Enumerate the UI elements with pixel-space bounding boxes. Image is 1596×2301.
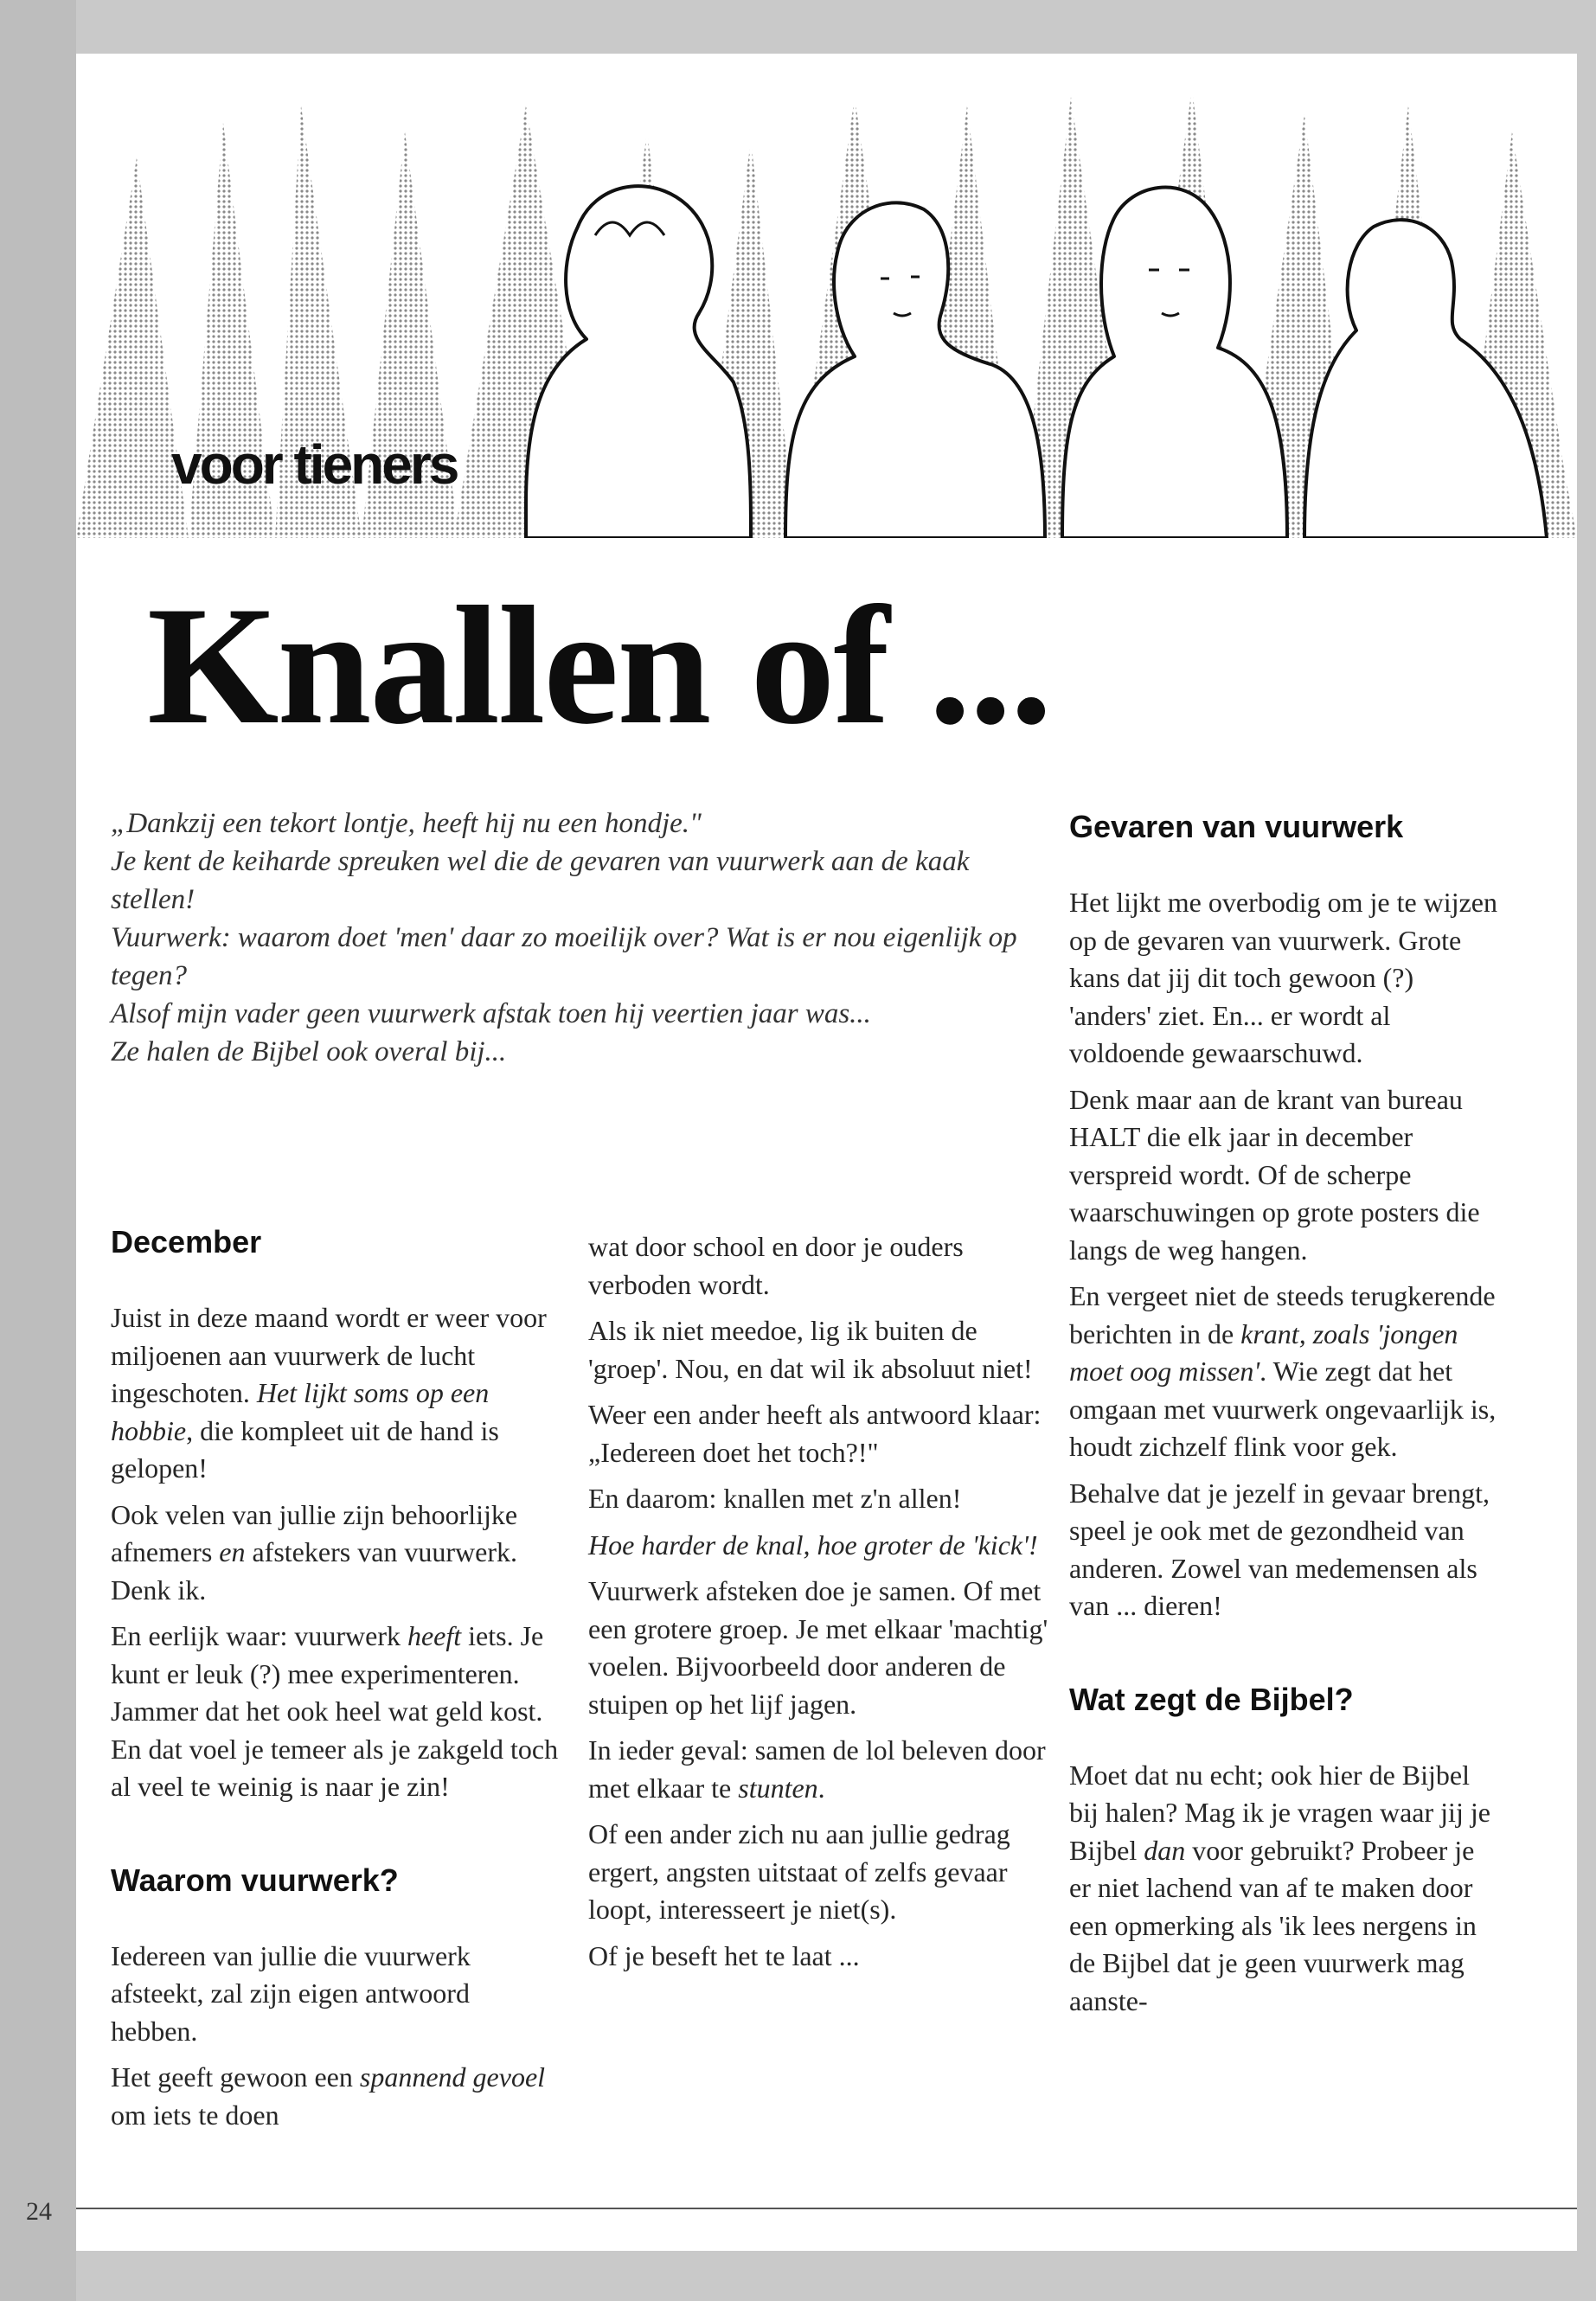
text-italic: heeft	[407, 1620, 462, 1651]
intro-line: Je kent de keiharde spreuken wel die de gevaren van vuurwerk aan de kaak stellen!	[111, 846, 970, 915]
heading-december: December	[111, 1224, 262, 1259]
column-right	[1069, 808, 1502, 2029]
heading-waarom: Waarom vuurwerk?	[111, 1862, 399, 1898]
text: afstekers van vuurwerk. Denk ik.	[111, 1536, 518, 1606]
text: Het geeft gewoon een	[111, 2061, 360, 2093]
paragraph: Het lijkt me overbodig om je te wijzen op de gevaren van vuurwerk. Grote kans dat jij dit toch gewoon (?) 'anders' ziet. En... er wordt al voldoende gewaarschuwd.	[1069, 887, 1497, 1068]
paragraph	[111, 1618, 561, 1806]
paragraph	[111, 2059, 561, 2134]
paragraph: En daarom: knallen met z'n allen!	[588, 1483, 962, 1514]
text: . Wie zegt dat het omgaan met vuurwerk ongevaarlijk is, houdt zichzelf flink voor gek.	[1069, 1356, 1497, 1462]
intro-line: Ze halen de Bijbel ook overal bij...	[111, 1036, 507, 1067]
figure-curly-hair	[526, 186, 751, 538]
text: Ook velen van jullie zijn behoorlijke afnemers	[111, 1498, 518, 1567]
text-italic: dan	[1144, 1834, 1186, 1866]
text-italic: en	[219, 1536, 246, 1567]
text-italic: stunten	[738, 1772, 818, 1804]
paragraph: Behalve dat je jezelf in gevaar brengt, speel je ook met de gezondheid van anderen. Zowel van medemensen als van ... dieren!	[1069, 1477, 1490, 1621]
text: En eerlijk waar: vuurwerk	[111, 1620, 407, 1651]
text: , die kompleet uit de hand is gelopen!	[111, 1414, 499, 1484]
intro-line: Alsof mijn vader geen vuurwerk afstak toen hij veertien jaar was...	[111, 998, 871, 1029]
column-middle	[588, 1228, 1055, 1984]
heading-gevaren: Gevaren van vuurwerk	[1069, 809, 1404, 844]
text: In ieder geval: samen de lol beleven door met elkaar te	[588, 1734, 1046, 1804]
text-italic: Het lijkt soms op een hobbie	[111, 1377, 490, 1446]
text-italic: spannend gevoel	[359, 2061, 546, 2093]
paragraph	[111, 1299, 561, 1488]
paragraph: wat door school en door je ouders verboden wordt.	[588, 1231, 964, 1300]
paragraph: Iedereen van jullie die vuurwerk afsteekt, zal zijn eigen antwoord hebben.	[111, 1939, 471, 2047]
paragraph: Of een ander zich nu aan jullie gedrag ergert, angsten uitstaat of zelfs gevaar loopt, interesseert je niet(s).	[588, 1818, 1010, 1925]
text: voor gebruikt? Probeer je er niet lachend van af te maken door een opmerking als 'ik lees nergens in de Bijbel dat je geen vuurwerk mag aanste-	[1069, 1834, 1477, 2016]
intro-text	[111, 804, 1028, 1071]
paragraph	[1069, 1278, 1502, 1466]
intro-line: Vuurwerk: waarom doet 'men' daar zo moeilijk over? Wat is er nou eigenlijk op tegen?	[111, 922, 1017, 991]
article-title: Knallen of ...	[147, 572, 1051, 760]
scan-margin	[0, 0, 76, 2301]
text: iets. Je kunt er leuk (?) mee experimenteren. Jammer dat het ook heel wat geld kost. En dat voel je temeer als je zakgeld toch al veel te weinig is naar je zin!	[111, 1620, 559, 1802]
text: Juist in deze maand wordt er weer voor miljoenen aan vuurwerk de lucht ingeschoten.	[111, 1302, 547, 1408]
paragraph: Vuurwerk afsteken doe je samen. Of met een grotere groep. Je met elkaar 'machtig' voelen. Bijvoorbeeld door anderen de stuipen op het lijf jagen.	[588, 1575, 1048, 1720]
text-italic: krant, zoals 'jongen moet oog missen'	[1069, 1317, 1458, 1387]
page-bottom-rule	[76, 2208, 1577, 2209]
paragraph: Of je beseft het te laat ...	[588, 1939, 860, 1971]
text: Moet dat nu echt; ook hier de Bijbel bij halen? Mag ik je vragen waar jij je Bijbel	[1069, 1759, 1490, 1866]
intro-line: „Dankzij een tekort lontje, heeft hij nu een hondje."	[111, 808, 702, 839]
paragraph	[1069, 1757, 1502, 2021]
paragraph: Hoe harder de knal, hoe groter de 'kick'!	[588, 1529, 1038, 1561]
page-number: 24	[26, 2197, 52, 2226]
text: .	[817, 1772, 825, 1804]
paragraph: Weer een ander heeft als antwoord klaar: „Iedereen doet het toch?!"	[588, 1399, 1042, 1468]
section-kicker: voor tieners	[171, 433, 458, 496]
magazine-page	[76, 54, 1577, 2251]
heading-bijbel: Wat zegt de Bijbel?	[1069, 1681, 1354, 1717]
text: En vergeet niet de steeds terugkerende berichten in de	[1069, 1280, 1496, 1349]
paragraph	[111, 1497, 561, 1610]
column-left	[111, 1223, 561, 2143]
paragraph	[588, 1732, 1055, 1807]
paragraph: Denk maar aan de krant van bureau HALT die elk jaar in december verspreid wordt. Of de scherpe waarschuwingen op grote posters die langs de weg hangen.	[1069, 1083, 1480, 1266]
paragraph: Als ik niet meedoe, lig ik buiten de 'groep'. Nou, en dat wil ik absoluut niet!	[588, 1315, 1033, 1384]
text: om iets te doen	[111, 2099, 279, 2131]
